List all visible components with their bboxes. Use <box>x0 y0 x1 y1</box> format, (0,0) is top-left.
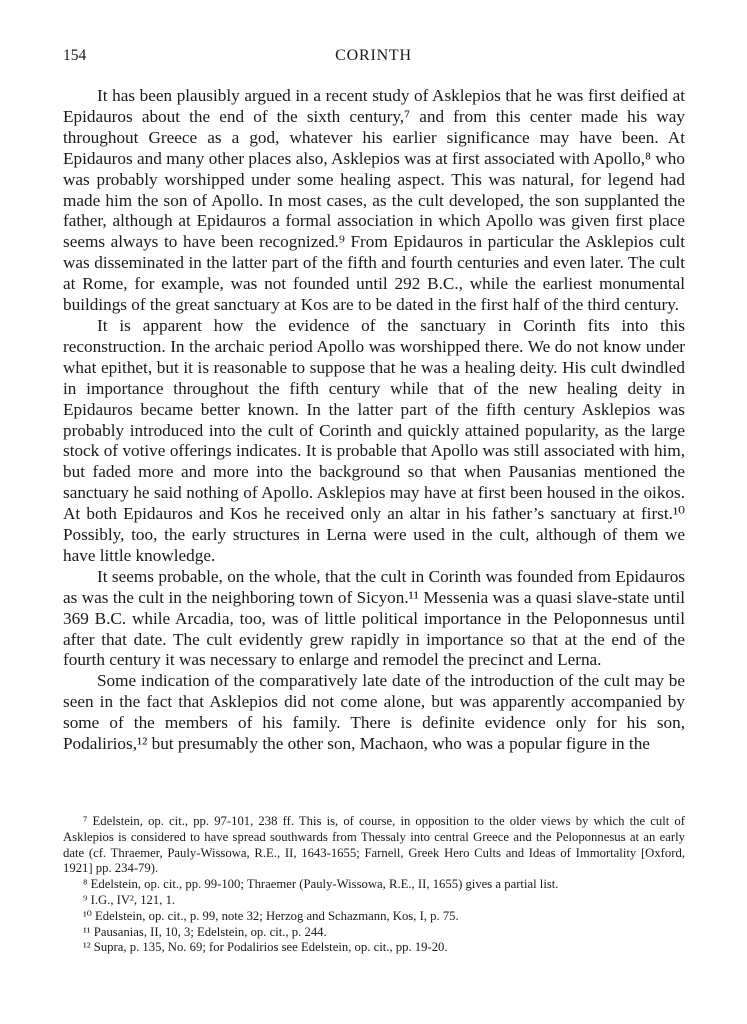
footnote: ⁷ Edelstein, op. cit., pp. 97-101, 238 ff. This is, of course, in opposition to the older views by which the cult of Asklepios is considered to have spread southwards from Thessaly into central Greece and the Peloponnesus at an early date (cf. Thraemer, Pauly-Wissowa, R.E., II, 1643-1655; Farnell, Greek Hero Cults and Ideas of Immortality [Oxford, 1921] pp. 234-79). <box>63 814 685 876</box>
page-header <box>63 47 684 71</box>
footnotes <box>63 814 685 956</box>
footnote: ¹¹ Pausanias, II, 10, 3; Edelstein, op. cit., p. 244. <box>83 924 327 939</box>
footnote: ⁸ Edelstein, op. cit., pp. 99-100; Thraemer (Pauly-Wissowa, R.E., II, 1655) gives a partial list. <box>83 877 559 892</box>
page-number: 154 <box>63 47 87 64</box>
body-text <box>63 86 685 755</box>
footnote: ¹⁰ Edelstein, op. cit., p. 99, note 32; Herzog and Schazmann, Kos, I, p. 75. <box>83 908 459 923</box>
paragraph: It has been plausibly argued in a recent study of Asklepios that he was first deified at Epidauros about the end of the sixth century,⁷ and from this center made his way throughout Greece as a god, whatever his earlier significance may have been. At Epidauros and many other places also, Asklepios was at first associated with Apollo,⁸ who was probably worshipped under some healing aspect. This was natural, for legend had made him the son of Apollo. In most cases, as the cult developed, the son supplanted the father, although at Epidauros a formal association in which Apollo was given first place seems always to have been recognized.⁹ From Epidauros in particular the Asklepios cult was disseminated in the latter part of the fifth and fourth centuries and even later. The cult at Rome, for example, was not founded until 292 B.C., while the earliest monumental buildings of the great sanctuary at Kos are to be dated in the first half of the third century. <box>63 86 685 315</box>
footnote: ⁹ I.G., IV², 121, 1. <box>83 892 176 907</box>
running-title: CORINTH <box>335 47 412 64</box>
paragraph: It seems probable, on the whole, that the cult in Corinth was founded from Epidauros as was the cult in the neighboring town of Sicyon.¹¹ Messenia was a quasi slave-state until 369 B.C. while Arcadia, too, was of little political importance in the Peloponnesus until after that date. The cult evidently grew rapidly in importance so that at the end of the fourth century it was necessary to enlarge and remodel the precinct and Lerna. <box>63 566 685 670</box>
paragraph: Some indication of the comparatively late date of the introduction of the cult may be seen in the fact that Asklepios did not come alone, but was apparently accompanied by some of the members of his family. There is definite evidence only for his son, Podalirios,¹² but presumably the other son, Machaon, who was a popular figure in the <box>63 671 685 754</box>
footnote: ¹² Supra, p. 135, No. 69; for Podalirios see Edelstein, op. cit., pp. 19-20. <box>83 940 448 955</box>
paragraph: It is apparent how the evidence of the sanctuary in Corinth fits into this reconstruction. In the archaic period Apollo was worshipped there. We do not know under what epithet, but it is reasonable to suppose that he was a healing deity. His cult dwindled in importance throughout the fifth century while that of the new healing deity in Epidauros became better known. In the latter part of the fifth century Asklepios was probably introduced into the cult of Corinth and quickly attained popularity, as the large stock of votive offerings indicates. It is probable that Apollo was still associated with him, but faded more and more into the background so that when Pausanias mentioned the sanctuary he said nothing of Apollo. Asklepios may have at first been housed in the oikos. At both Epidauros and Kos he received only an altar in his father’s sanctuary at first.¹⁰ Possibly, too, the early structures in Lerna were used in the cult, although of them we have little knowledge. <box>63 315 685 565</box>
